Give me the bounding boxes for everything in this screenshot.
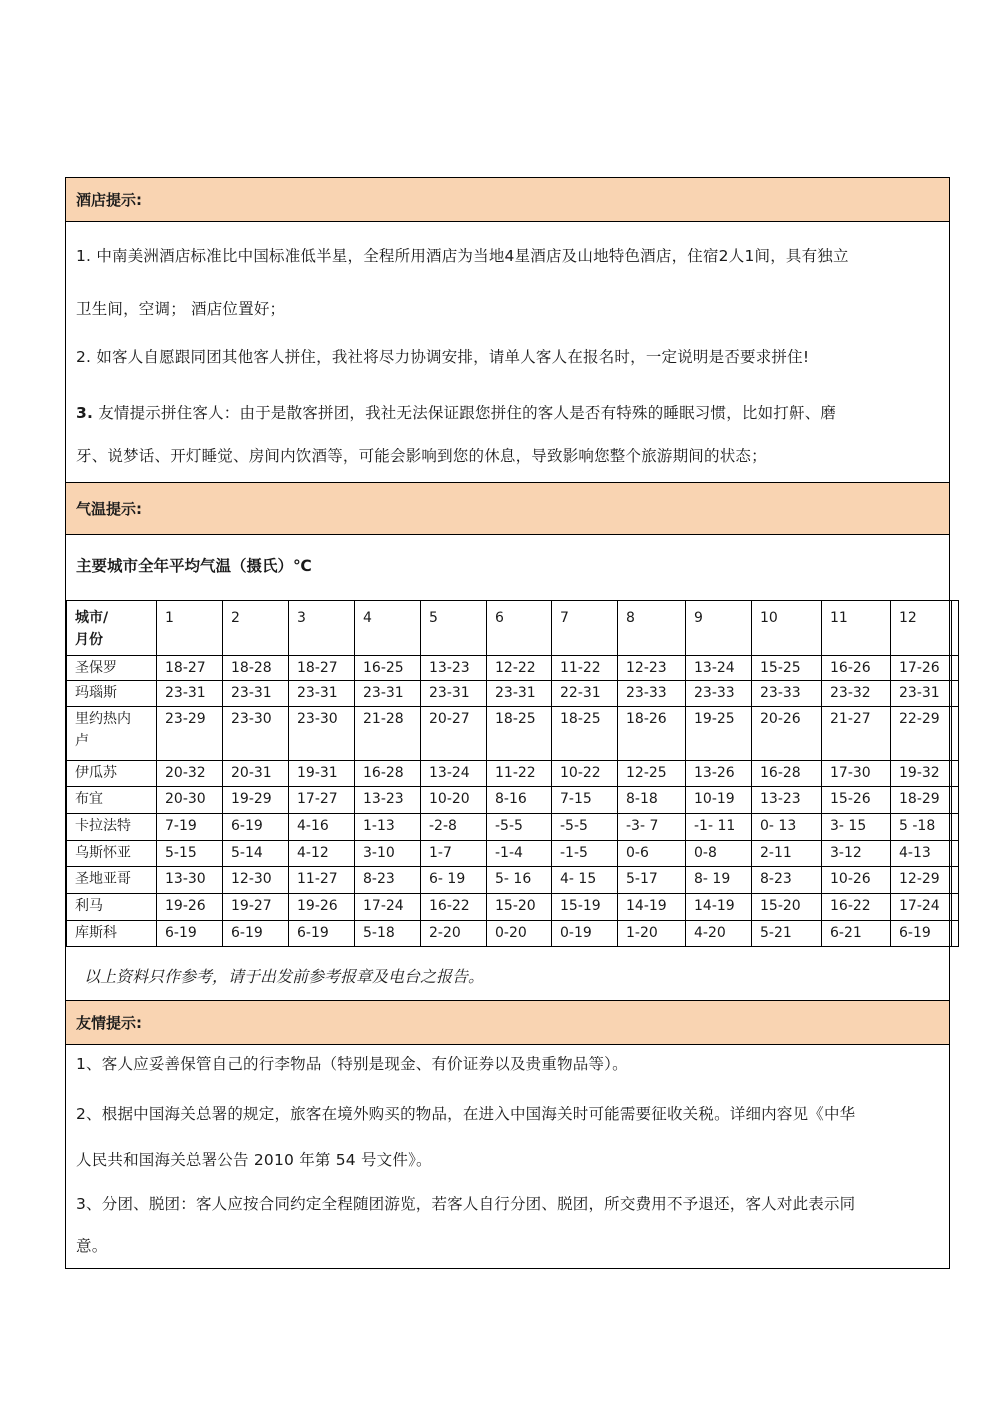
table-row bbox=[67, 867, 959, 894]
tips-item-2-line-2: 人民共和国海关总署公告 2010 年第 54 号文件》。 bbox=[76, 1151, 432, 1169]
temperature-cell: 1-7 bbox=[421, 841, 487, 867]
temperature-cell: 21-28 bbox=[355, 707, 421, 761]
temperature-cell: 19-29 bbox=[223, 787, 289, 814]
empty-cell bbox=[952, 707, 959, 761]
temperature-cell: 13-23 bbox=[752, 787, 822, 814]
city-name: 布宜 bbox=[67, 787, 157, 814]
temperature-cell: 6-19 bbox=[223, 921, 289, 947]
temperature-cell: 4-20 bbox=[686, 921, 752, 947]
temperature-cell: 23-33 bbox=[752, 681, 822, 707]
temperature-cell: 10-19 bbox=[686, 787, 752, 814]
temperature-cell: 23-33 bbox=[618, 681, 686, 707]
temperature-cell: 3-10 bbox=[355, 841, 421, 867]
temperature-cell: -2-8 bbox=[421, 814, 487, 841]
temperature-cell: 4- 15 bbox=[552, 867, 618, 894]
temperature-cell: 15-20 bbox=[752, 894, 822, 921]
temperature-cell: 16-22 bbox=[822, 894, 891, 921]
hotel-heading: 酒店提示: bbox=[76, 191, 142, 209]
temperature-cell: 0-19 bbox=[552, 921, 618, 947]
temperature-cell: 11-22 bbox=[487, 761, 552, 787]
header-month-11: 11 bbox=[822, 601, 891, 656]
temperature-cell: 23-31 bbox=[421, 681, 487, 707]
temperature-cell: 2-20 bbox=[421, 921, 487, 947]
empty-cell bbox=[952, 656, 959, 681]
weather-table-title: 主要城市全年平均气温（摄氏）℃ bbox=[76, 557, 312, 575]
temperature-cell: 22-29 bbox=[891, 707, 952, 761]
tips-heading: 友情提示: bbox=[76, 1014, 142, 1032]
temperature-cell: 10-20 bbox=[421, 787, 487, 814]
temperature-cell: 14-19 bbox=[686, 894, 752, 921]
empty-cell bbox=[952, 601, 959, 656]
hotel-section-header bbox=[66, 178, 949, 222]
header-month-4: 4 bbox=[355, 601, 421, 656]
tips-item-3-line-1: 3、分团、脱团：客人应按合同约定全程随团游览，若客人自行分团、脱团，所交费用不予退还，客人对此表示同 bbox=[76, 1195, 856, 1213]
table-header-row bbox=[67, 601, 959, 656]
temperature-cell: 0-8 bbox=[686, 841, 752, 867]
empty-cell bbox=[952, 867, 959, 894]
temperature-cell: 18-29 bbox=[891, 787, 952, 814]
tips-item-3-line-2: 意。 bbox=[76, 1237, 108, 1255]
header-month-6: 6 bbox=[487, 601, 552, 656]
temperature-cell: 11-22 bbox=[552, 656, 618, 681]
city-name: 卡拉法特 bbox=[67, 814, 157, 841]
temperature-cell: 13-26 bbox=[686, 761, 752, 787]
temperature-cell: 0-6 bbox=[618, 841, 686, 867]
temperature-cell: 6-21 bbox=[822, 921, 891, 947]
hotel-item-3-number: 3. bbox=[76, 404, 94, 422]
temperature-cell: 20-27 bbox=[421, 707, 487, 761]
temperature-cell: -1-4 bbox=[487, 841, 552, 867]
temperature-cell: -1-5 bbox=[552, 841, 618, 867]
header-city-month bbox=[67, 601, 157, 656]
temperature-cell: 17-30 bbox=[822, 761, 891, 787]
hotel-item-3-text: 友情提示拼住客人：由于是散客拼团，我社无法保证跟您拼住的客人是否有特殊的睡眠习惯，比如打鼾、磨 bbox=[93, 404, 837, 422]
temperature-cell: -5-5 bbox=[552, 814, 618, 841]
temperature-cell: 23-33 bbox=[686, 681, 752, 707]
temperature-cell: 19-25 bbox=[686, 707, 752, 761]
temperature-cell: 0- 13 bbox=[752, 814, 822, 841]
temperature-cell: 5-18 bbox=[355, 921, 421, 947]
weather-section-header bbox=[66, 482, 949, 535]
city-name: 里约热内卢 bbox=[67, 707, 157, 761]
temperature-cell: 3-12 bbox=[822, 841, 891, 867]
temperature-cell: 5-17 bbox=[618, 867, 686, 894]
table-row bbox=[67, 707, 959, 761]
temperature-table bbox=[66, 600, 959, 947]
temperature-cell: 23-29 bbox=[157, 707, 223, 761]
temperature-cell: 13-23 bbox=[421, 656, 487, 681]
header-month-5: 5 bbox=[421, 601, 487, 656]
temperature-cell: 1-13 bbox=[355, 814, 421, 841]
header-month-9: 9 bbox=[686, 601, 752, 656]
temperature-cell: 16-22 bbox=[421, 894, 487, 921]
temperature-cell: 19-32 bbox=[891, 761, 952, 787]
empty-cell bbox=[952, 761, 959, 787]
temperature-cell: 18-25 bbox=[487, 707, 552, 761]
temperature-cell: 5-14 bbox=[223, 841, 289, 867]
temperature-cell: 23-31 bbox=[891, 681, 952, 707]
header-month-12: 12 bbox=[891, 601, 952, 656]
city-name: 圣保罗 bbox=[67, 656, 157, 681]
city-name: 利马 bbox=[67, 894, 157, 921]
temperature-cell: 17-24 bbox=[891, 894, 952, 921]
temperature-cell: 23-30 bbox=[223, 707, 289, 761]
temperature-cell: 13-30 bbox=[157, 867, 223, 894]
hotel-item-2: 2. 如客人自愿跟同团其他客人拼住，我社将尽力协调安排，请单人客人在报名时，一定说明是否要求拼住! bbox=[76, 348, 810, 366]
temperature-cell: 0-20 bbox=[487, 921, 552, 947]
city-name: 伊瓜苏 bbox=[67, 761, 157, 787]
temperature-cell: 13-24 bbox=[686, 656, 752, 681]
temperature-cell: 7-15 bbox=[552, 787, 618, 814]
weather-disclaimer: 以上资料只作参考，请于出发前参考报章及电台之报告。 bbox=[84, 967, 485, 986]
temperature-cell: 20-26 bbox=[752, 707, 822, 761]
city-name: 乌斯怀亚 bbox=[67, 841, 157, 867]
temperature-cell: 5-15 bbox=[157, 841, 223, 867]
temperature-cell: 23-31 bbox=[223, 681, 289, 707]
table-row bbox=[67, 787, 959, 814]
temperature-cell: 18-27 bbox=[157, 656, 223, 681]
empty-cell bbox=[952, 921, 959, 947]
temperature-cell: 6- 19 bbox=[421, 867, 487, 894]
temperature-cell: 8-23 bbox=[355, 867, 421, 894]
temperature-cell: 17-27 bbox=[289, 787, 355, 814]
temperature-cell: 10-26 bbox=[822, 867, 891, 894]
temperature-cell: 23-30 bbox=[289, 707, 355, 761]
tips-item-2-line-1: 2、根据中国海关总署的规定，旅客在境外购买的物品，在进入中国海关时可能需要征收关税。详细内容见《中华 bbox=[76, 1105, 856, 1123]
temperature-cell: 6-19 bbox=[223, 814, 289, 841]
table-row bbox=[67, 681, 959, 707]
temperature-cell: 16-28 bbox=[355, 761, 421, 787]
temperature-cell: 18-27 bbox=[289, 656, 355, 681]
hotel-item-1-line-2: 卫生间，空调； 酒店位置好； bbox=[76, 300, 286, 318]
temperature-cell: 17-24 bbox=[355, 894, 421, 921]
temperature-cell: 23-32 bbox=[822, 681, 891, 707]
table-row bbox=[67, 814, 959, 841]
empty-cell bbox=[952, 841, 959, 867]
table-row bbox=[67, 761, 959, 787]
table-row bbox=[67, 894, 959, 921]
header-month-10: 10 bbox=[752, 601, 822, 656]
temperature-cell: 1-20 bbox=[618, 921, 686, 947]
temperature-cell: 16-28 bbox=[752, 761, 822, 787]
empty-cell bbox=[952, 681, 959, 707]
temperature-cell: 5 -18 bbox=[891, 814, 952, 841]
header-city-label: 城市/ bbox=[75, 610, 109, 626]
temperature-cell: 4-16 bbox=[289, 814, 355, 841]
temperature-cell: -3- 7 bbox=[618, 814, 686, 841]
empty-cell bbox=[952, 787, 959, 814]
temperature-cell: 16-25 bbox=[355, 656, 421, 681]
empty-cell bbox=[952, 814, 959, 841]
temperature-cell: 5- 16 bbox=[487, 867, 552, 894]
table-row bbox=[67, 841, 959, 867]
header-month-1: 1 bbox=[157, 601, 223, 656]
temperature-cell: 19-27 bbox=[223, 894, 289, 921]
temperature-cell: 8- 19 bbox=[686, 867, 752, 894]
temperature-cell: 12-22 bbox=[487, 656, 552, 681]
temperature-cell: 13-24 bbox=[421, 761, 487, 787]
temperature-cell: -5-5 bbox=[487, 814, 552, 841]
temperature-cell: 6-19 bbox=[157, 921, 223, 947]
temperature-cell: 19-26 bbox=[157, 894, 223, 921]
temperature-cell: 20-32 bbox=[157, 761, 223, 787]
temperature-cell: 15-19 bbox=[552, 894, 618, 921]
temperature-cell: 12-30 bbox=[223, 867, 289, 894]
temperature-cell: 2-11 bbox=[752, 841, 822, 867]
tips-item-1: 1、客人应妥善保管自己的行李物品（特别是现金、有价证券以及贵重物品等）。 bbox=[76, 1055, 628, 1073]
temperature-cell: 20-31 bbox=[223, 761, 289, 787]
temperature-cell: 18-25 bbox=[552, 707, 618, 761]
temperature-cell: 6-19 bbox=[891, 921, 952, 947]
header-month-7: 7 bbox=[552, 601, 618, 656]
temperature-cell: 23-31 bbox=[289, 681, 355, 707]
temperature-cell: 15-26 bbox=[822, 787, 891, 814]
temperature-cell: 18-26 bbox=[618, 707, 686, 761]
header-month-8: 8 bbox=[618, 601, 686, 656]
temperature-cell: 19-26 bbox=[289, 894, 355, 921]
temperature-cell: 3- 15 bbox=[822, 814, 891, 841]
temperature-cell: 17-26 bbox=[891, 656, 952, 681]
temperature-cell: 20-30 bbox=[157, 787, 223, 814]
temperature-cell: 4-12 bbox=[289, 841, 355, 867]
header-month-label: 月份 bbox=[75, 632, 103, 648]
table-row bbox=[67, 656, 959, 681]
temperature-cell: 18-28 bbox=[223, 656, 289, 681]
temperature-cell: 6-19 bbox=[289, 921, 355, 947]
table-row bbox=[67, 921, 959, 947]
city-name: 库斯科 bbox=[67, 921, 157, 947]
hotel-item-3-line-1 bbox=[76, 401, 836, 423]
temperature-cell: 23-31 bbox=[487, 681, 552, 707]
city-name: 圣地亚哥 bbox=[67, 867, 157, 894]
temperature-cell: 10-22 bbox=[552, 761, 618, 787]
tips-section-header bbox=[66, 1000, 949, 1045]
temperature-cell: 4-13 bbox=[891, 841, 952, 867]
temperature-cell: 19-31 bbox=[289, 761, 355, 787]
temperature-cell: 14-19 bbox=[618, 894, 686, 921]
temperature-cell: 22-31 bbox=[552, 681, 618, 707]
header-month-3: 3 bbox=[289, 601, 355, 656]
temperature-cell: -1- 11 bbox=[686, 814, 752, 841]
hotel-item-1-line-1: 1. 中南美洲酒店标准比中国标准低半星，全程所用酒店为当地4星酒店及山地特色酒店，住宿2人1间，具有独立 bbox=[76, 247, 849, 265]
temperature-cell: 7-19 bbox=[157, 814, 223, 841]
temperature-cell: 12-23 bbox=[618, 656, 686, 681]
city-name: 玛瑙斯 bbox=[67, 681, 157, 707]
temperature-cell: 5-21 bbox=[752, 921, 822, 947]
empty-cell bbox=[952, 894, 959, 921]
temperature-cell: 23-31 bbox=[355, 681, 421, 707]
hotel-item-3-line-2: 牙、说梦话、开灯睡觉、房间内饮酒等，可能会影响到您的休息，导致影响您整个旅游期间的状态； bbox=[76, 447, 767, 465]
temperature-cell: 12-29 bbox=[891, 867, 952, 894]
temperature-cell: 13-23 bbox=[355, 787, 421, 814]
temperature-cell: 8-16 bbox=[487, 787, 552, 814]
header-month-2: 2 bbox=[223, 601, 289, 656]
temperature-cell: 8-23 bbox=[752, 867, 822, 894]
temperature-cell: 16-26 bbox=[822, 656, 891, 681]
temperature-cell: 21-27 bbox=[822, 707, 891, 761]
temperature-cell: 12-25 bbox=[618, 761, 686, 787]
temperature-cell: 8-18 bbox=[618, 787, 686, 814]
temperature-cell: 11-27 bbox=[289, 867, 355, 894]
weather-heading: 气温提示: bbox=[76, 500, 142, 518]
temperature-cell: 23-31 bbox=[157, 681, 223, 707]
temperature-cell: 15-25 bbox=[752, 656, 822, 681]
temperature-cell: 15-20 bbox=[487, 894, 552, 921]
